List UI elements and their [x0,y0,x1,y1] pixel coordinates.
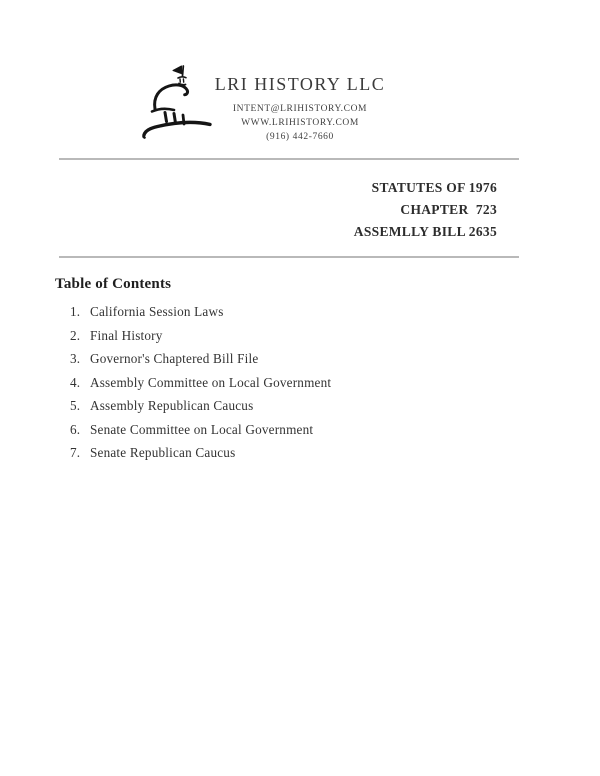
assembly-bill-line: ASSEMLLY BILL 2635 [353,224,497,239]
company-website: WWW.LRIHISTORY.COM [241,118,359,128]
toc-list [70,300,560,465]
toc-item [70,300,560,324]
divider-middle [59,256,519,258]
toc-item-label: California Session Laws [90,304,224,319]
toc-item-number: 4. [70,374,81,390]
toc-item-label: Assembly Committee on Local Government [90,374,332,390]
divider-top [59,158,519,160]
company-phone: (916) 442-7660 [266,132,334,142]
company-email: INTENT@LRIHISTORY.COM [232,104,368,114]
toc-item [70,418,560,442]
toc-item-number: 7. [70,445,81,460]
toc-item [70,347,560,371]
toc-item-number: 2. [70,327,81,343]
toc-item-label: Governor's Chaptered Bill File [90,351,259,366]
toc-item-label: Senate Republican Caucus [90,445,236,460]
toc-item-number: 3. [70,351,81,366]
letterhead [0,74,600,144]
toc-item-number: 1. [70,304,81,319]
toc-item-label: Assembly Republican Caucus [90,398,254,413]
toc-item [70,441,560,465]
toc-item [70,371,560,395]
toc-item [70,394,560,418]
case-info-block [354,177,497,243]
chapter-line: CHAPTER 723 [400,202,497,217]
toc-title: Table of Contents [55,276,172,292]
statutes-line: STATUTES OF 1976 [371,180,497,195]
company-name: LRI HISTORY LLC [214,74,386,94]
toc-item-number: 6. [70,421,81,437]
toc-item-label: Final History [90,327,163,343]
toc-item-label: Senate Committee on Local Government [90,421,314,437]
toc-item [70,324,560,348]
toc-item-number: 5. [70,398,81,413]
